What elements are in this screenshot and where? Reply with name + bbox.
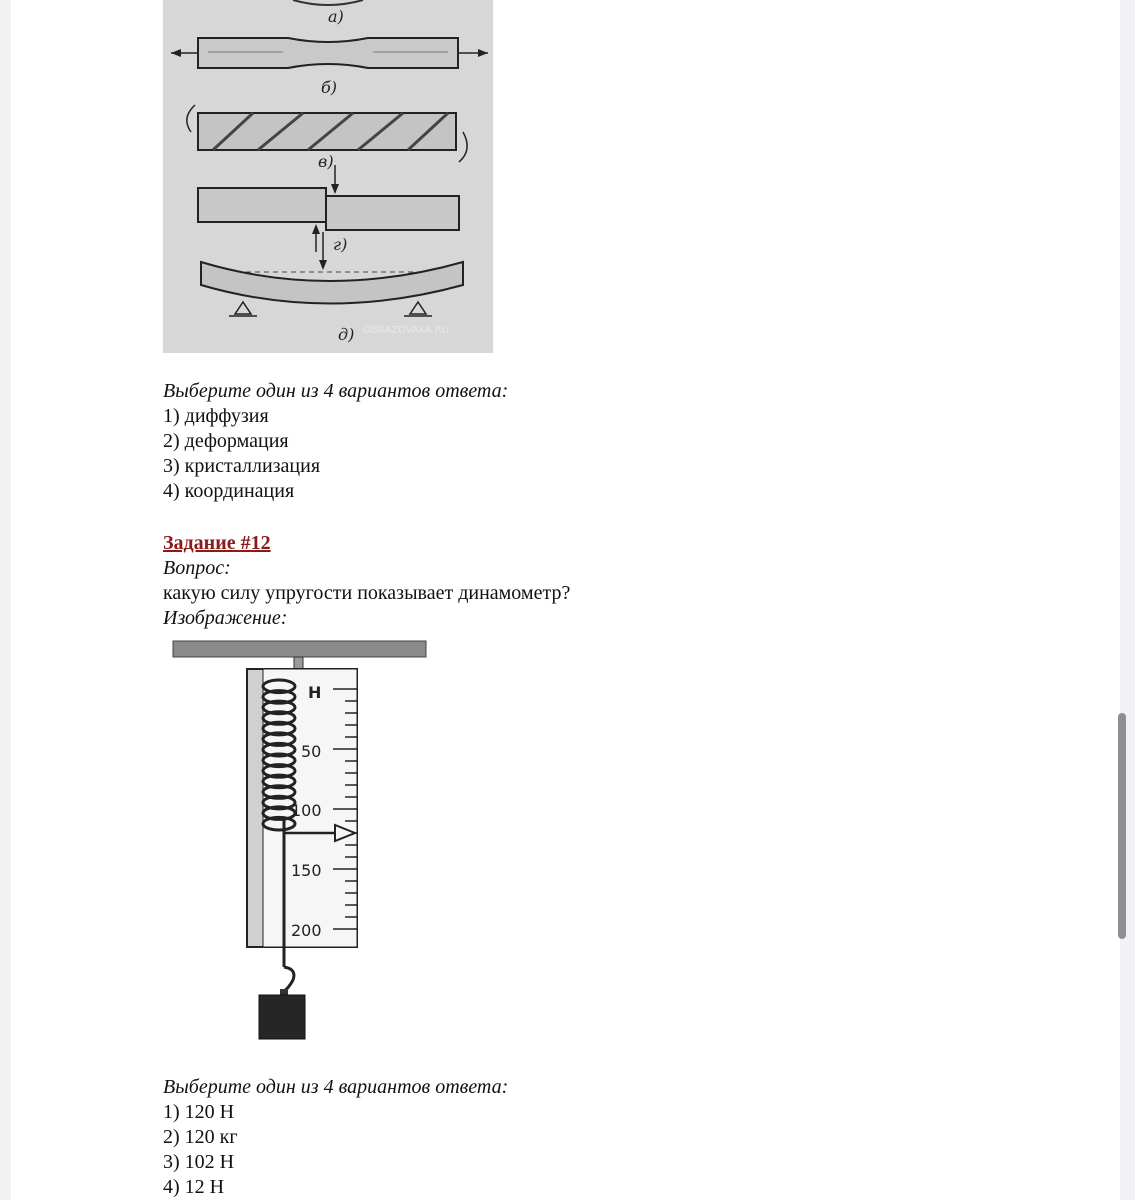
watermark: OBRAZOVAKA.RU — [363, 325, 450, 336]
task11-prompt: Выберите один из 4 вариантов ответа: — [163, 380, 509, 402]
task11-option-3[interactable]: 3) кристаллизация — [163, 455, 321, 477]
task12-option-1[interactable]: 1) 120 Н — [163, 1101, 235, 1123]
scrollbar-track[interactable] — [1120, 0, 1135, 1200]
label-g: г) — [333, 235, 348, 254]
label-d: д) — [338, 325, 355, 344]
question-text: какую силу упругости показывает динамометр? — [163, 582, 571, 604]
task12-prompt: Выберите один из 4 вариантов ответа: — [163, 1076, 509, 1098]
image-label: Изображение: — [163, 607, 288, 629]
dynamometer-figure — [163, 637, 438, 1047]
scale-label-100: 100 — [291, 801, 322, 820]
scale-label-150: 150 — [291, 861, 322, 880]
question-label: Вопрос: — [163, 557, 231, 579]
label-a: а) — [328, 7, 344, 26]
deformation-types-figure — [163, 0, 493, 353]
task12-option-2[interactable]: 2) 120 кг — [163, 1126, 238, 1148]
scale-label-50: 50 — [301, 742, 322, 761]
task11-option-1[interactable]: 1) диффузия — [163, 405, 269, 427]
label-b: б) — [321, 78, 338, 97]
scale-label-200: 200 — [291, 921, 322, 940]
task11-option-4[interactable]: 4) координация — [163, 480, 295, 502]
unit-label: Н — [308, 683, 322, 702]
task12-option-3[interactable]: 3) 102 Н — [163, 1151, 235, 1173]
task12-title: Задание #12 — [163, 532, 271, 554]
scrollbar-thumb[interactable] — [1118, 713, 1126, 939]
label-v: в) — [318, 152, 334, 171]
task12-option-4[interactable]: 4) 12 Н — [163, 1176, 225, 1198]
task11-option-2[interactable]: 2) деформация — [163, 430, 289, 452]
